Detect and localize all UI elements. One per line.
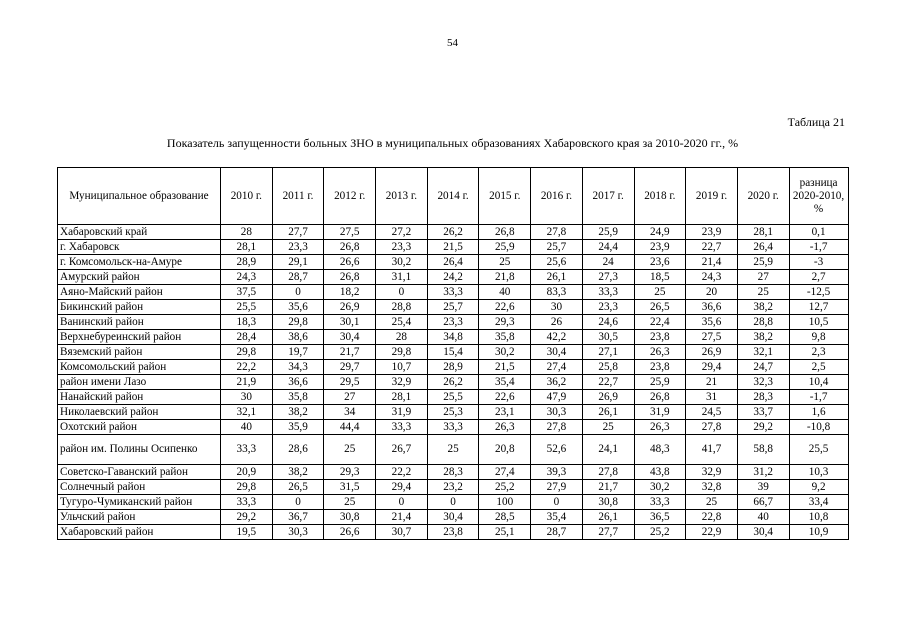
row-value-cell: 31,9 [376,405,428,420]
row-value-cell: 33,3 [634,495,686,510]
table-title: Показатель запущенности больных ЗНО в муниципальных образованиях Хабаровского края за 2010-2020 гг., % [166,136,739,150]
row-value-cell: 22,8 [686,510,738,525]
row-value-cell: 38,2 [737,330,789,345]
row-municipality-name: район имени Лазо [58,375,221,390]
row-municipality-name: Аяно-Майский район [58,285,221,300]
table-row [58,240,849,255]
row-value-cell: 26,9 [686,345,738,360]
header-year: 2010 г. [221,168,273,225]
row-value-cell: 21,7 [582,480,634,495]
table-row [58,360,849,375]
table-body [58,225,849,540]
header-year: 2017 г. [582,168,634,225]
row-value-cell: 0 [427,495,479,510]
row-value-cell: 26,3 [634,420,686,435]
row-value-cell: 25,3 [427,405,479,420]
row-municipality-name: Хабаровский край [58,225,221,240]
row-value-cell: 34 [324,405,376,420]
table-row [58,390,849,405]
row-difference-cell: 10,4 [789,375,848,390]
row-municipality-name: Ульчский район [58,510,221,525]
table-header-row [58,168,849,225]
row-value-cell: 30,8 [582,495,634,510]
row-value-cell: 25,7 [531,240,583,255]
row-value-cell: 22,6 [479,390,531,405]
row-value-cell: 32,8 [686,480,738,495]
row-value-cell: 24,1 [582,435,634,465]
row-value-cell: 52,6 [531,435,583,465]
row-value-cell: 25,6 [531,255,583,270]
row-value-cell: 23,1 [479,405,531,420]
header-year: 2018 г. [634,168,686,225]
row-value-cell: 22,6 [479,300,531,315]
table-row [58,525,849,540]
row-value-cell: 23,3 [582,300,634,315]
row-value-cell: 27,4 [479,465,531,480]
row-difference-cell: 10,9 [789,525,848,540]
row-value-cell: 27,5 [686,330,738,345]
row-value-cell: 30,1 [324,315,376,330]
header-year: 2015 г. [479,168,531,225]
row-value-cell: 33,3 [427,420,479,435]
row-value-cell: 23,3 [272,240,324,255]
row-value-cell: 24,6 [582,315,634,330]
row-value-cell: 28,9 [427,360,479,375]
row-value-cell: 83,3 [531,285,583,300]
row-difference-cell: 9,2 [789,480,848,495]
row-value-cell: 31,1 [376,270,428,285]
row-value-cell: 35,9 [272,420,324,435]
row-value-cell: 27 [737,270,789,285]
row-value-cell: 28,5 [479,510,531,525]
row-value-cell: 36,6 [686,300,738,315]
row-value-cell: 26,1 [582,510,634,525]
row-value-cell: 29,8 [376,345,428,360]
row-value-cell: 26,2 [427,375,479,390]
row-value-cell: 26,8 [324,240,376,255]
row-municipality-name: Нанайский район [58,390,221,405]
header-year: 2014 г. [427,168,479,225]
row-value-cell: 22,7 [582,375,634,390]
row-municipality-name: Верхнебуреинский район [58,330,221,345]
row-value-cell: 27,7 [272,225,324,240]
row-value-cell: 30,7 [376,525,428,540]
row-value-cell: 30 [531,300,583,315]
row-value-cell: 23,9 [634,240,686,255]
row-value-cell: 25 [737,285,789,300]
table-row [58,315,849,330]
row-value-cell: 20,9 [221,465,273,480]
row-value-cell: 21,7 [324,345,376,360]
table-row [58,420,849,435]
row-value-cell: 25 [479,255,531,270]
row-difference-cell: -12,5 [789,285,848,300]
table-caption: Таблица 21 [787,115,845,129]
row-value-cell: 27,9 [531,480,583,495]
header-year: 2016 г. [531,168,583,225]
row-value-cell: 27,8 [531,420,583,435]
row-municipality-name: Советско-Гаванский район [58,465,221,480]
row-value-cell: 26,6 [324,255,376,270]
row-value-cell: 36,7 [272,510,324,525]
row-value-cell: 28,9 [221,255,273,270]
header-year: 2013 г. [376,168,428,225]
row-value-cell: 36,5 [634,510,686,525]
row-value-cell: 40 [221,420,273,435]
row-municipality-name: Комсомольский район [58,360,221,375]
row-value-cell: 32,1 [221,405,273,420]
table-row [58,330,849,345]
row-value-cell: 26,3 [634,345,686,360]
row-value-cell: 34,3 [272,360,324,375]
row-value-cell: 26,5 [634,300,686,315]
header-year: 2012 г. [324,168,376,225]
row-municipality-name: г. Хабаровск [58,240,221,255]
row-value-cell: 30 [221,390,273,405]
row-value-cell: 23,3 [427,315,479,330]
row-value-cell: 25,2 [479,480,531,495]
table-row [58,255,849,270]
row-municipality-name: г. Комсомольск-на-Амуре [58,255,221,270]
row-difference-cell: 33,4 [789,495,848,510]
row-value-cell: 35,4 [479,375,531,390]
row-value-cell: 24,3 [686,270,738,285]
row-difference-cell: 10,3 [789,465,848,480]
row-value-cell: 28,4 [221,330,273,345]
row-value-cell: 29,2 [221,510,273,525]
row-value-cell: 31,2 [737,465,789,480]
row-difference-cell: 2,5 [789,360,848,375]
row-value-cell: 29,4 [376,480,428,495]
row-value-cell: 29,2 [737,420,789,435]
row-value-cell: 25 [324,495,376,510]
row-value-cell: 28,8 [376,300,428,315]
row-value-cell: 35,6 [686,315,738,330]
row-value-cell: 25 [427,435,479,465]
table-row [58,375,849,390]
row-value-cell: 28 [376,330,428,345]
row-value-cell: 26,4 [737,240,789,255]
row-value-cell: 31,9 [634,405,686,420]
row-value-cell: 23,9 [686,225,738,240]
data-table [57,167,849,540]
header-year: 2019 г. [686,168,738,225]
row-value-cell: 23,8 [427,525,479,540]
row-value-cell: 27,2 [376,225,428,240]
row-difference-cell: -1,7 [789,240,848,255]
row-value-cell: 23,3 [376,240,428,255]
row-value-cell: 30,4 [737,525,789,540]
row-value-cell: 25,9 [737,255,789,270]
table-row [58,405,849,420]
row-difference-cell: 9,8 [789,330,848,345]
row-value-cell: 35,8 [272,390,324,405]
row-value-cell: 18,2 [324,285,376,300]
table-row [58,225,849,240]
row-value-cell: 25,9 [582,225,634,240]
row-value-cell: 26,9 [324,300,376,315]
row-difference-cell: -3 [789,255,848,270]
row-value-cell: 22,7 [686,240,738,255]
row-value-cell: 28,7 [272,270,324,285]
row-value-cell: 27,5 [324,225,376,240]
row-difference-cell: 0,1 [789,225,848,240]
row-value-cell: 29,1 [272,255,324,270]
row-value-cell: 38,2 [272,405,324,420]
row-value-cell: 15,4 [427,345,479,360]
row-value-cell: 25,5 [427,390,479,405]
row-value-cell: 28,7 [531,525,583,540]
row-value-cell: 0 [531,495,583,510]
row-value-cell: 35,6 [272,300,324,315]
row-value-cell: 0 [376,285,428,300]
row-value-cell: 27,3 [582,270,634,285]
row-value-cell: 25,9 [634,375,686,390]
row-value-cell: 39,3 [531,465,583,480]
row-value-cell: 36,6 [272,375,324,390]
row-value-cell: 35,8 [479,330,531,345]
row-value-cell: 40 [479,285,531,300]
row-municipality-name: Бикинский район [58,300,221,315]
table-row [58,495,849,510]
row-value-cell: 35,4 [531,510,583,525]
row-value-cell: 27,8 [582,465,634,480]
row-value-cell: 38,2 [272,465,324,480]
row-value-cell: 26,8 [324,270,376,285]
row-municipality-name: Тугуро-Чумиканский район [58,495,221,510]
row-value-cell: 22,2 [376,465,428,480]
row-value-cell: 66,7 [737,495,789,510]
row-value-cell: 28,1 [376,390,428,405]
row-value-cell: 28,6 [272,435,324,465]
row-value-cell: 44,4 [324,420,376,435]
row-value-cell: 24,2 [427,270,479,285]
row-difference-cell: -10,8 [789,420,848,435]
row-value-cell: 32,9 [376,375,428,390]
row-value-cell: 30,3 [272,525,324,540]
row-municipality-name: район им. Полины Осипенко [58,435,221,465]
row-value-cell: 48,3 [634,435,686,465]
row-value-cell: 23,8 [634,360,686,375]
row-value-cell: 25,1 [479,525,531,540]
row-value-cell: 23,2 [427,480,479,495]
row-value-cell: 26,8 [479,225,531,240]
row-value-cell: 39 [737,480,789,495]
row-value-cell: 26,2 [427,225,479,240]
row-value-cell: 24 [582,255,634,270]
row-value-cell: 0 [376,495,428,510]
row-value-cell: 40 [737,510,789,525]
row-value-cell: 10,7 [376,360,428,375]
row-value-cell: 22,2 [221,360,273,375]
row-value-cell: 38,6 [272,330,324,345]
row-value-cell: 24,9 [634,225,686,240]
row-value-cell: 42,2 [531,330,583,345]
row-value-cell: 26,8 [634,390,686,405]
row-value-cell: 28,1 [221,240,273,255]
row-value-cell: 21,9 [221,375,273,390]
row-value-cell: 31,5 [324,480,376,495]
row-value-cell: 32,9 [686,465,738,480]
table-row [58,435,849,465]
row-value-cell: 25,7 [427,300,479,315]
row-value-cell: 18,5 [634,270,686,285]
row-value-cell: 21 [686,375,738,390]
row-value-cell: 25 [324,435,376,465]
row-value-cell: 27,4 [531,360,583,375]
row-value-cell: 25 [582,420,634,435]
row-value-cell: 28,3 [427,465,479,480]
row-value-cell: 34,8 [427,330,479,345]
row-value-cell: 29,4 [686,360,738,375]
row-value-cell: 29,8 [221,480,273,495]
row-value-cell: 33,3 [427,285,479,300]
row-value-cell: 32,1 [737,345,789,360]
row-value-cell: 29,5 [324,375,376,390]
row-value-cell: 28,1 [737,225,789,240]
page-number: 54 [447,37,458,49]
row-value-cell: 47,9 [531,390,583,405]
row-value-cell: 100 [479,495,531,510]
row-value-cell: 36,2 [531,375,583,390]
row-value-cell: 20 [686,285,738,300]
table-row [58,345,849,360]
header-municipality: Муниципальное образование [58,168,221,225]
row-value-cell: 27,7 [582,525,634,540]
header-year: 2011 г. [272,168,324,225]
row-value-cell: 30,4 [324,330,376,345]
row-value-cell: 29,3 [479,315,531,330]
header-difference: разница 2020-2010, % [789,168,848,225]
row-municipality-name: Амурский район [58,270,221,285]
row-value-cell: 26,9 [582,390,634,405]
row-value-cell: 30,3 [531,405,583,420]
row-value-cell: 27,1 [582,345,634,360]
row-municipality-name: Солнечный район [58,480,221,495]
table-row [58,300,849,315]
row-difference-cell: 10,8 [789,510,848,525]
row-value-cell: 26,1 [531,270,583,285]
row-value-cell: 25,2 [634,525,686,540]
row-value-cell: 30,8 [324,510,376,525]
row-value-cell: 21,8 [479,270,531,285]
row-value-cell: 33,7 [737,405,789,420]
row-difference-cell: 2,7 [789,270,848,285]
row-value-cell: 21,4 [686,255,738,270]
row-value-cell: 27,8 [686,420,738,435]
row-value-cell: 18,3 [221,315,273,330]
row-value-cell: 25,5 [221,300,273,315]
row-value-cell: 20,8 [479,435,531,465]
row-municipality-name: Николаевский район [58,405,221,420]
table-row [58,480,849,495]
row-value-cell: 25 [634,285,686,300]
row-value-cell: 19,7 [272,345,324,360]
row-municipality-name: Вяземский район [58,345,221,360]
row-value-cell: 30,2 [634,480,686,495]
row-value-cell: 24,3 [221,270,273,285]
row-difference-cell: 25,5 [789,435,848,465]
row-municipality-name: Охотский район [58,420,221,435]
row-municipality-name: Хабаровский район [58,525,221,540]
row-value-cell: 30,5 [582,330,634,345]
row-difference-cell: 10,5 [789,315,848,330]
row-value-cell: 27 [324,390,376,405]
row-value-cell: 29,7 [324,360,376,375]
row-value-cell: 28,3 [737,390,789,405]
row-value-cell: 38,2 [737,300,789,315]
row-value-cell: 22,4 [634,315,686,330]
table-row [58,285,849,300]
row-difference-cell: 1,6 [789,405,848,420]
row-value-cell: 21,5 [427,240,479,255]
header-year: 2020 г. [737,168,789,225]
row-value-cell: 33,3 [221,435,273,465]
row-value-cell: 25 [686,495,738,510]
row-value-cell: 26,3 [479,420,531,435]
row-value-cell: 24,5 [686,405,738,420]
row-value-cell: 21,4 [376,510,428,525]
row-value-cell: 25,8 [582,360,634,375]
row-value-cell: 33,3 [221,495,273,510]
row-value-cell: 21,5 [479,360,531,375]
row-value-cell: 23,6 [634,255,686,270]
row-value-cell: 29,8 [272,315,324,330]
row-value-cell: 26,7 [376,435,428,465]
row-value-cell: 0 [272,285,324,300]
row-value-cell: 28,8 [737,315,789,330]
table-row [58,465,849,480]
row-value-cell: 0 [272,495,324,510]
row-value-cell: 19,5 [221,525,273,540]
row-value-cell: 24,4 [582,240,634,255]
row-value-cell: 24,7 [737,360,789,375]
row-value-cell: 26 [531,315,583,330]
row-value-cell: 26,1 [582,405,634,420]
row-value-cell: 30,4 [427,510,479,525]
row-value-cell: 33,3 [582,285,634,300]
row-value-cell: 41,7 [686,435,738,465]
row-value-cell: 29,3 [324,465,376,480]
row-value-cell: 30,4 [531,345,583,360]
row-value-cell: 22,9 [686,525,738,540]
row-value-cell: 37,5 [221,285,273,300]
row-value-cell: 27,8 [531,225,583,240]
row-value-cell: 43,8 [634,465,686,480]
row-value-cell: 30,2 [376,255,428,270]
row-value-cell: 25,9 [479,240,531,255]
row-value-cell: 26,5 [272,480,324,495]
row-value-cell: 26,6 [324,525,376,540]
row-value-cell: 32,3 [737,375,789,390]
table-row [58,270,849,285]
row-difference-cell: -1,7 [789,390,848,405]
row-value-cell: 28 [221,225,273,240]
row-value-cell: 23,8 [634,330,686,345]
row-value-cell: 58,8 [737,435,789,465]
row-value-cell: 25,4 [376,315,428,330]
row-value-cell: 33,3 [376,420,428,435]
table-row [58,510,849,525]
row-value-cell: 31 [686,390,738,405]
row-municipality-name: Ванинский район [58,315,221,330]
row-value-cell: 29,8 [221,345,273,360]
row-value-cell: 30,2 [479,345,531,360]
row-difference-cell: 12,7 [789,300,848,315]
row-difference-cell: 2,3 [789,345,848,360]
row-value-cell: 26,4 [427,255,479,270]
